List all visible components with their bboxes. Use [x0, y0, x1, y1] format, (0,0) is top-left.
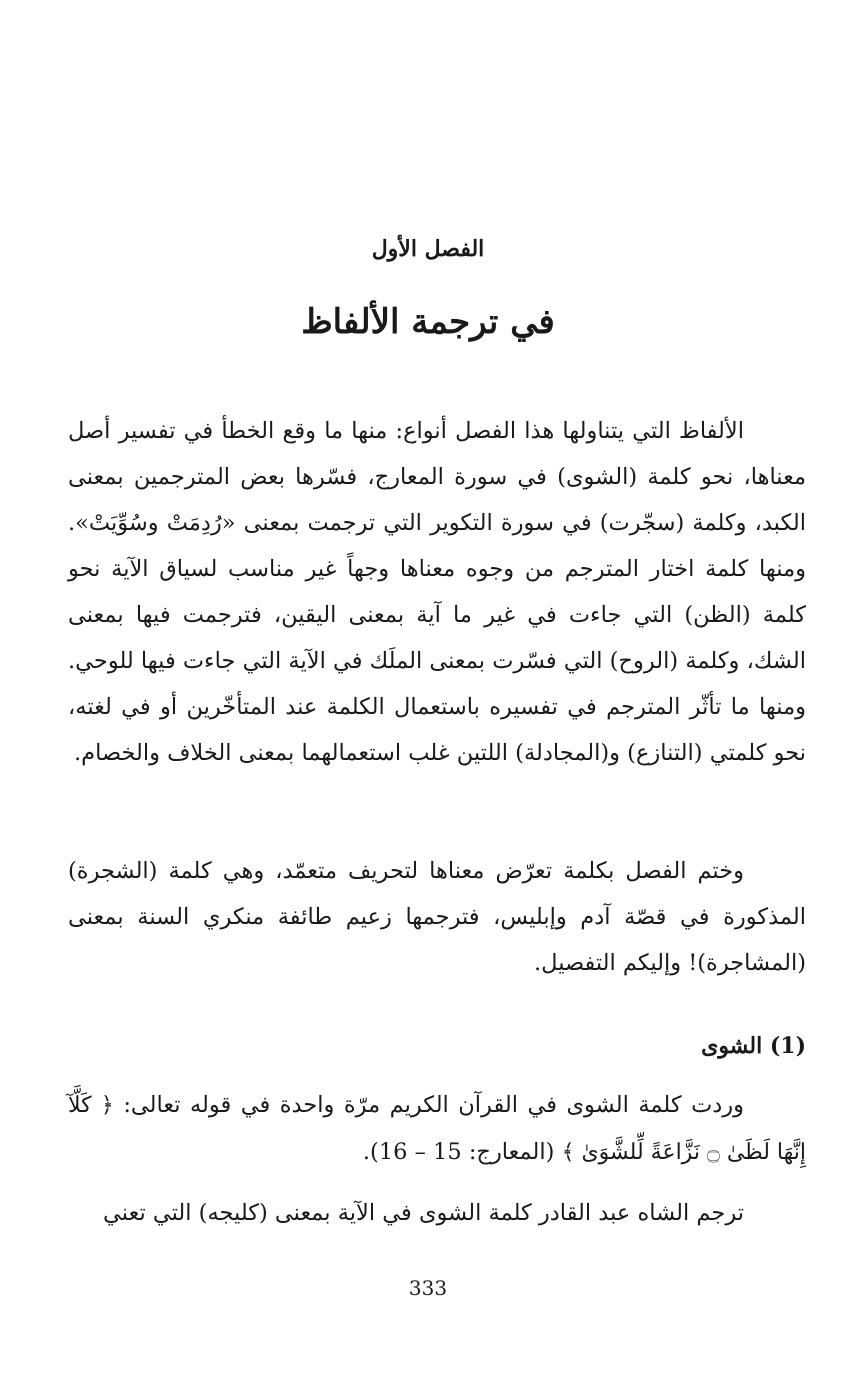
- translation-paragraph: ترجم الشاه عبد القادر كلمة الشوى في الآية بمعنى (كليجه) التي تعني: [103, 1200, 744, 1226]
- closing-paragraph: وختم الفصل بكلمة تعرّض معناها لتحريف متعمّد، وهي كلمة (الشجرة) المذكورة في قصّة آدم وإبليس، فترجمها زعيم طائفة منكري السنة بمعنى (المشاجرة)! وإليكم التفصيل.: [68, 858, 806, 976]
- intro-paragraph: الألفاظ التي يتناولها هذا الفصل أنواع: منها ما وقع الخطأ في تفسير أصل معناها، نحو كلمة (الشوى) في سورة المعارج، فسّرها بعض المترجمين بمعنى الكبد، وكلمة (سجّرت) في سورة التكوير التي ترجمت بمعنى «رُدِمَتْ وسُوِّيَتْ». ومنها كلمة اختار المترجم من وجوه معناها وجهاً غير مناسب لسياق الآية نحو كلمة (الظن) التي جاءت في غير ما آية بمعنى اليقين، فترجمت فيها بمعنى الشك، وكلمة (الروح) التي فسّرت بمعنى الملَك في الآية التي جاءت فيها للوحي. ومنها ما تأثّر المترجم في تفسيره باستعمال الكلمة عند المتأخّرين أو في لغته، نحو كلمتي (التنازع) و(المجادلة) اللتين غلب استعمالهما بمعنى الخلاف والخصام.: [68, 418, 806, 766]
- section-heading: (1) الشوى: [701, 1033, 806, 1059]
- verse-reference: (المعارج: 15 – 16).: [362, 1139, 555, 1165]
- chapter-title: في ترجمة الألفاظ: [301, 302, 555, 342]
- quran-verse: ﴿ كَلَّآ إِنَّهَا لَظَىٰ ۝ نَزَّاعَةً لِّلشَّوَىٰ ﴾: [68, 1093, 806, 1165]
- chapter-label: الفصل الأول: [371, 236, 485, 262]
- verse-intro-text: وردت كلمة الشوى في القرآن الكريم مرّة واحدة في قوله تعالى:: [123, 1092, 745, 1118]
- page-number: 333: [408, 1276, 448, 1300]
- verse-paragraph: [68, 1082, 806, 1176]
